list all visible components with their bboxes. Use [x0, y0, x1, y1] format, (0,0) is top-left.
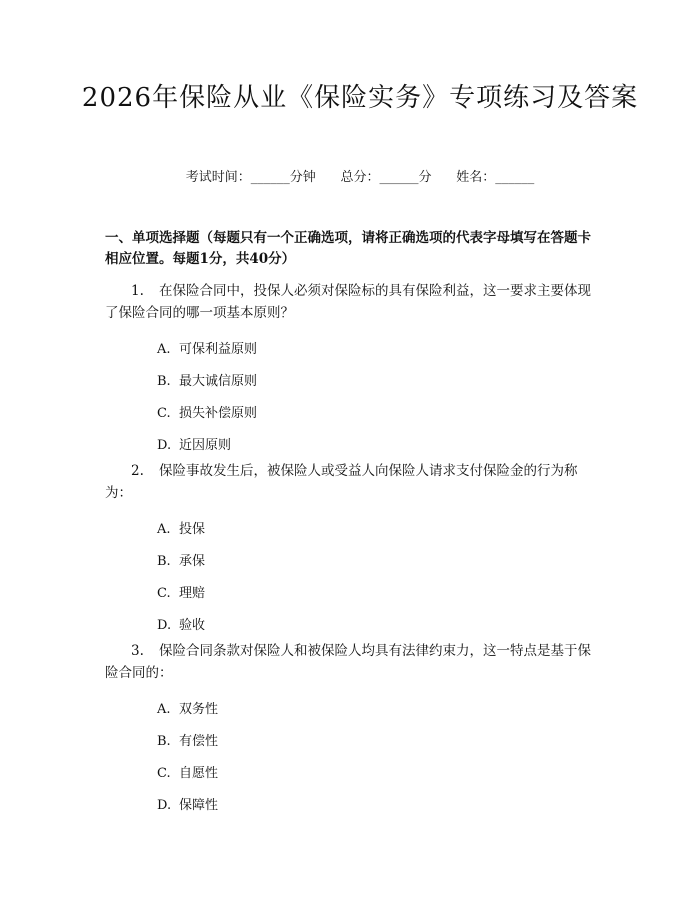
option-letter: C. — [157, 586, 171, 601]
option-c — [105, 398, 603, 430]
option-c — [105, 758, 603, 790]
question-2 — [105, 460, 603, 642]
question-number: 3. — [131, 643, 144, 659]
question-3 — [105, 640, 603, 822]
option-text: 投保 — [179, 522, 206, 537]
question-text — [105, 640, 603, 684]
option-letter: A. — [157, 522, 171, 537]
option-c — [105, 578, 603, 610]
option-b — [105, 366, 603, 398]
option-text: 近因原则 — [179, 438, 232, 453]
option-text: 双务性 — [179, 702, 219, 717]
question-number: 1. — [131, 283, 144, 299]
option-text: 损失补偿原则 — [179, 406, 258, 421]
question-body: 在保险合同中，投保人必须对保险标的具有保险利益，这一要求主要体现了保险合同的哪一项基本原则？ — [105, 283, 591, 321]
option-letter: D. — [157, 438, 172, 453]
question-1 — [105, 280, 603, 462]
exam-info-line: 考试时间：______分钟 总分：______分 姓名：______ — [185, 170, 535, 185]
option-list — [105, 514, 603, 642]
question-number: 2. — [131, 463, 144, 479]
option-letter: D. — [157, 618, 172, 633]
option-letter: C. — [157, 766, 171, 781]
question-text — [105, 460, 603, 504]
section-heading: 一、单项选择题（每题只有一个正确选项，请将正确选项的代表字母填写在答题卡相应位置。每题1分，共40分） — [105, 230, 591, 267]
question-body: 保险合同条款对保险人和被保险人均具有法律约束力，这一特点是基于保险合同的： — [105, 643, 591, 681]
option-d — [105, 610, 603, 642]
option-text: 可保利益原则 — [179, 342, 258, 357]
option-d — [105, 790, 603, 822]
option-b — [105, 726, 603, 758]
option-letter: A. — [157, 342, 171, 357]
option-text: 最大诚信原则 — [179, 374, 258, 389]
option-letter: B. — [157, 554, 171, 569]
option-a — [105, 694, 603, 726]
option-list — [105, 694, 603, 822]
option-text: 自愿性 — [179, 766, 219, 781]
option-text: 有偿性 — [179, 734, 219, 749]
option-letter: D. — [157, 798, 172, 813]
question-body: 保险事故发生后，被保险人或受益人向保险人请求支付保险金的行为称为： — [105, 463, 578, 501]
option-d — [105, 430, 603, 462]
option-letter: B. — [157, 374, 171, 389]
question-text — [105, 280, 603, 324]
option-text: 验收 — [179, 618, 206, 633]
option-a — [105, 514, 603, 546]
option-text: 理赔 — [179, 586, 206, 601]
option-letter: C. — [157, 406, 171, 421]
option-a — [105, 334, 603, 366]
option-text: 承保 — [179, 554, 206, 569]
option-list — [105, 334, 603, 462]
option-text: 保障性 — [179, 798, 219, 813]
document-title: 2026年保险从业《保险实务》专项练习及答案 — [81, 83, 639, 113]
option-b — [105, 546, 603, 578]
option-letter: B. — [157, 734, 171, 749]
option-letter: A. — [157, 702, 171, 717]
